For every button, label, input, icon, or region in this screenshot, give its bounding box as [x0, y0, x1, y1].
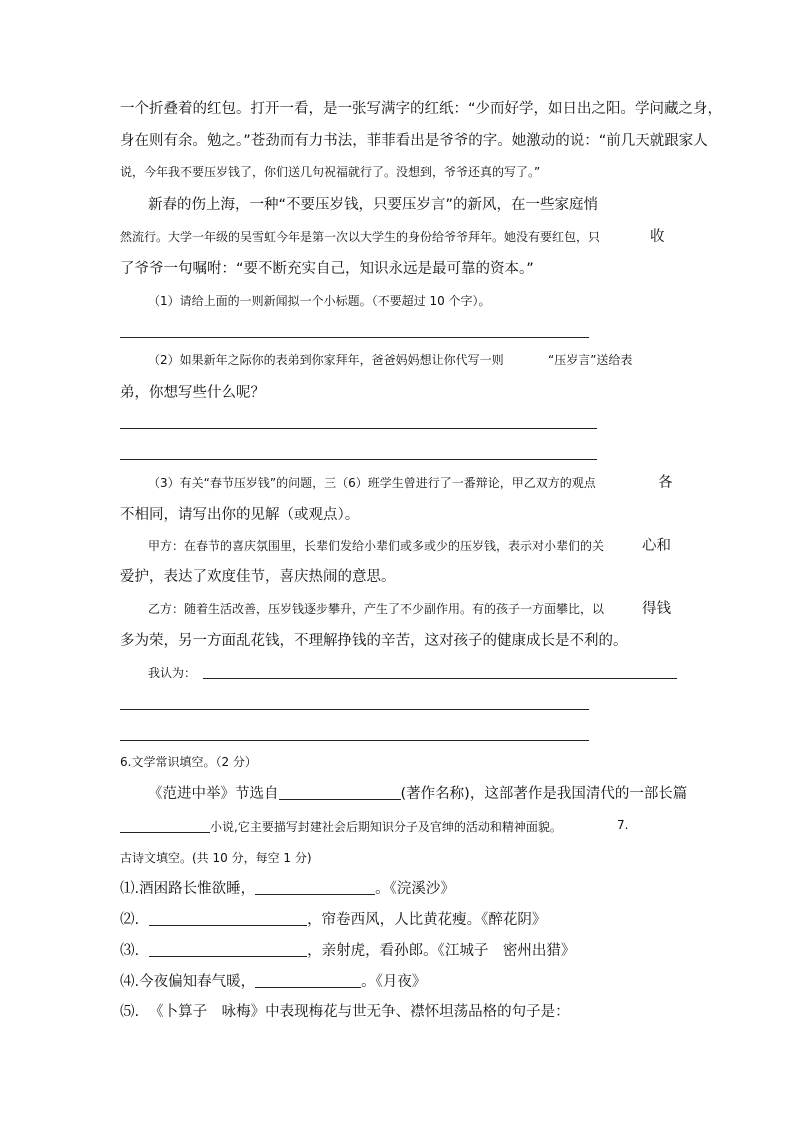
yi-view-c: 多为荣，另一方面乱花钱，不理解挣钱的辛苦，这对孩子的健康成长是不利的。: [120, 633, 628, 649]
question-2-part-c: 弟，你想写些什么呢？: [120, 385, 265, 401]
answer-line[interactable]: [120, 459, 597, 460]
poem-item-post: ，亲射虎，看孙郎。《江城子 密州出猎》: [307, 943, 576, 959]
story-line-4: 新春的伤上海，一种“不要压岁钱，只要压岁言”的新风，在一些家庭悄: [148, 197, 599, 213]
yi-view-a: 乙方：随着生活改善，压岁钱逐步攀升，产生了不少副作用。有的孩子一方面攀比，以: [148, 602, 605, 616]
story-line-1: 一个折叠着的红包。打开一看，是一张写满字的红纸：“少而好学，如日出之阳。学问藏之身，: [120, 101, 723, 117]
poem-item-number: ⑶.: [120, 943, 140, 959]
question-2-part-a: （2）如果新年之际你的表弟到你家拜年，爸爸妈妈想让你代写一则: [148, 353, 504, 367]
answer-line[interactable]: [120, 740, 589, 741]
poem-item-post: ，帘卷西风，人比黄花瘦。《醉花阴》: [307, 912, 547, 928]
poem-item-post: 。《月夜》: [361, 974, 427, 990]
story-line-6: 了爷爷一句嘱咐：“要不断充实自己，知识永远是最可靠的资本。”: [120, 261, 534, 277]
story-line-3: 说，今年我不要压岁钱了，你们送几句祝福就行了。没想到，爷爷还真的写了。”: [120, 165, 541, 179]
question-6-line-2: [120, 819, 562, 833]
poem-item-number: ⑴.: [120, 881, 140, 897]
poem-item: [120, 974, 426, 990]
fill-blank[interactable]: [149, 943, 307, 957]
jia-view-b: 心和: [642, 538, 671, 554]
fill-blank[interactable]: [279, 786, 401, 800]
poem-item-pre: 《卜算子 咏梅》中表现梅花与世无争、襟怀坦荡品格的句子是：: [149, 1004, 570, 1020]
question-2-part-b: “压岁言”送给表: [548, 353, 633, 367]
question-6-line-1-a: 《范进中举》节选自: [148, 786, 279, 802]
poem-item: [120, 881, 455, 897]
poem-item-pre: 酒困路长惟欲睡，: [139, 881, 256, 897]
jia-view-c: 爱护，表达了欢度佳节，喜庆热闹的意思。: [120, 569, 396, 585]
story-line-5: 然流行。大学一年级的吴雪虹今年是第一次以大学生的身份给爷爷拜年。她没有要红包，只: [120, 230, 601, 244]
jia-view-a: 甲方：在春节的喜庆氛围里，长辈们发给小辈们或多或少的压岁钱，表示对小辈们的关: [148, 539, 605, 553]
poem-item-post: 。《浣溪沙》: [375, 881, 455, 897]
fill-blank[interactable]: [149, 912, 307, 926]
story-line-5-tail: 收: [650, 229, 665, 245]
answer-label: 我认为：: [148, 666, 197, 680]
question-6-title: 6.文学常识填空。（2 分）: [120, 755, 257, 769]
question-7-number: 7.: [617, 818, 629, 832]
poem-item-number: ⑵.: [120, 912, 140, 928]
poem-item: [120, 1005, 570, 1020]
question-3-part-b: 各: [658, 475, 673, 491]
question-1: （1）请给上面的一则新闻拟一个小标题。（不要超过 10 个字）。: [148, 294, 491, 308]
fill-blank[interactable]: [255, 881, 375, 895]
poem-item: [120, 912, 546, 928]
poem-item-number: ⑷.: [120, 974, 140, 990]
answer-line[interactable]: [203, 678, 677, 679]
yi-view-b: 得钱: [642, 601, 671, 617]
poem-item-pre: 今夜偏知春气暖，: [139, 974, 256, 990]
fill-blank[interactable]: [255, 974, 361, 988]
question-7-title: 古诗文填空。(共 10 分，每空 1 分): [120, 851, 312, 865]
poem-item: [120, 943, 575, 959]
answer-line[interactable]: [120, 337, 589, 338]
question-3-part-a: （3）有关“春节压岁钱”的问题，三（6）班学生曾进行了一番辩论，甲乙双方的观点: [148, 476, 596, 490]
answer-line[interactable]: [120, 428, 597, 429]
question-3-part-c: 不相同，请写出你的见解（或观点）。: [120, 507, 360, 523]
question-6-line-1: [148, 786, 687, 802]
poem-item-number: ⑸.: [120, 1004, 140, 1020]
answer-line[interactable]: [120, 709, 589, 710]
story-line-2: 身在则有余。勉之。”苍劲而有力书法，菲菲看出是爷爷的字。她激动的说：“前几天就跟家人: [120, 133, 708, 149]
question-6-line-2-a: 小说,它主要描写封建社会后期知识分子及官绅的活动和精神面貌。: [210, 820, 562, 834]
fill-blank[interactable]: [120, 819, 210, 833]
question-6-line-1-b: (著作名称)，这部著作是我国清代的一部长篇: [400, 786, 688, 802]
